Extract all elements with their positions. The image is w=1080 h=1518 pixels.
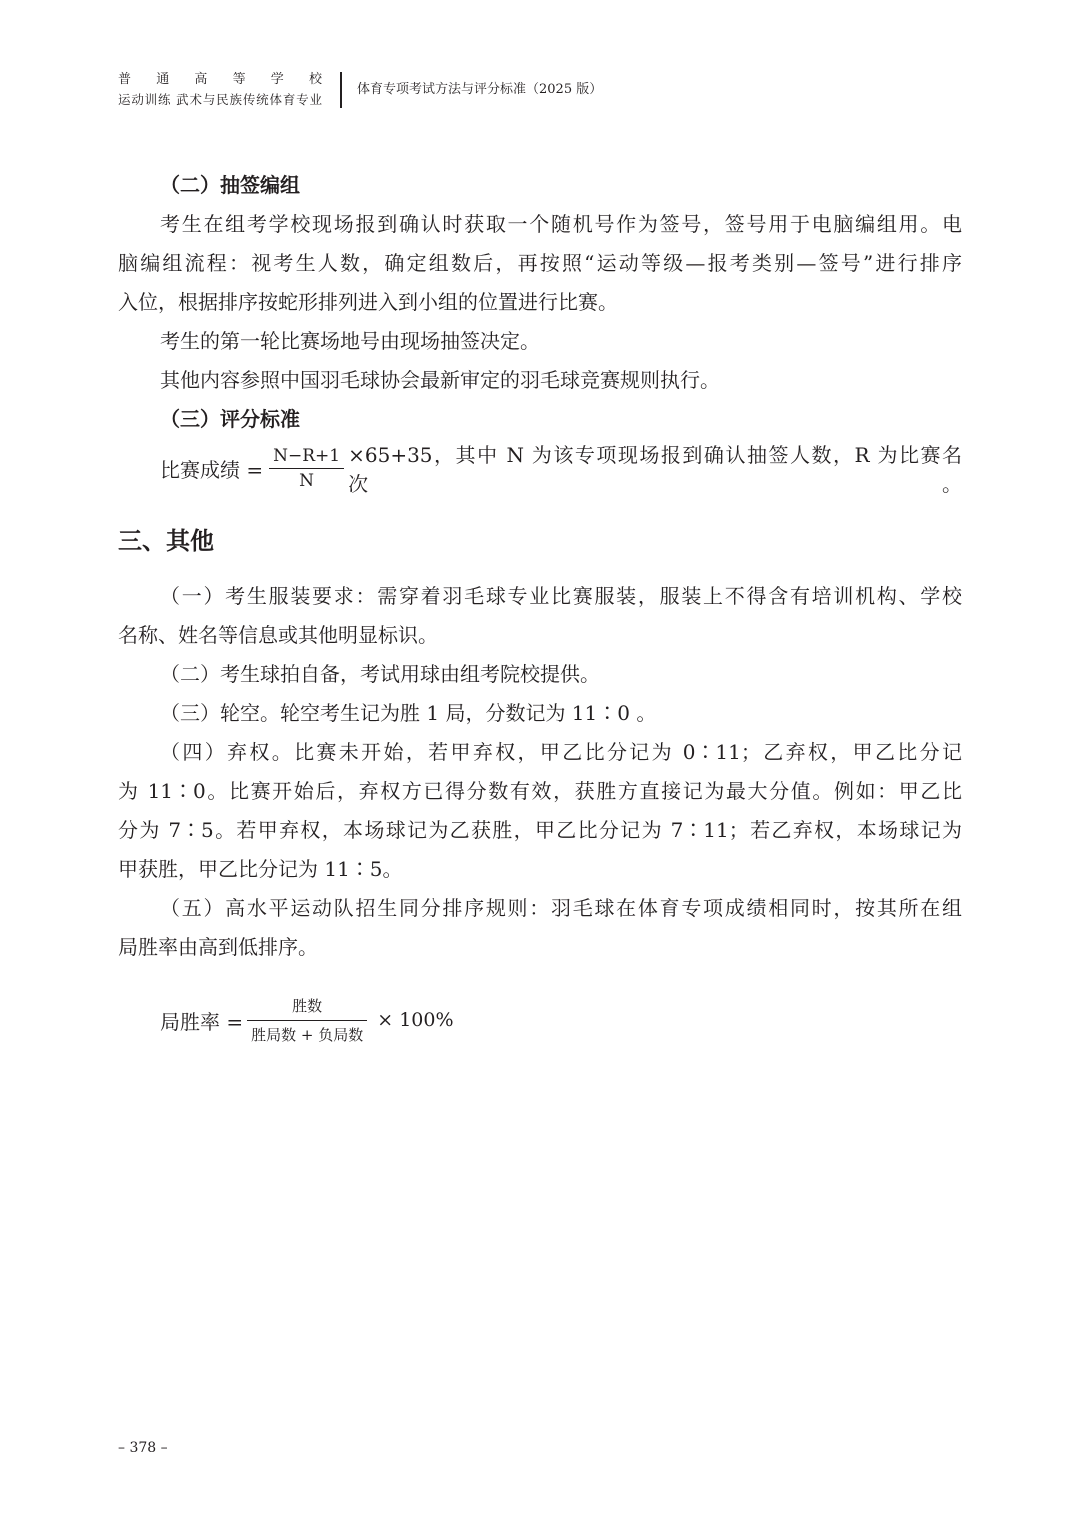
win-rate-numerator: 胜数 [292, 996, 323, 1015]
item-tiebreak-line: （五）高水平运动队招生同分排序规则：羽毛球在体育专项成绩相同时，按其所在组 [160, 896, 962, 920]
win-rate-formula [160, 990, 454, 1050]
paragraph-line: 脑编组流程：视考生人数，确定组数后，再按照“运动等级—报考类别—签号”进行排序 [118, 251, 962, 275]
header-divider [340, 72, 342, 108]
rules-note: 其他内容参照中国羽毛球协会最新审定的羽毛球竞赛规则执行。 [160, 368, 720, 392]
scoring-heading: （三）评分标准 [160, 407, 300, 431]
score-formula-rhs: ×65+35，其中 N 为该专项现场报到确认抽签人数，R 为比赛名次。 [348, 443, 962, 496]
win-rate-fraction [247, 992, 367, 1049]
win-rate-rhs: × 100% [377, 1009, 454, 1031]
header-major: 运动训练 武术与民族传统体育专业 [118, 92, 322, 107]
item-forfeit-line: （四）弃权。比赛未开始，若甲弃权，甲乙比分记为 0∶11；乙弃权，甲乙比分记 [160, 740, 962, 764]
item-attire-line: 名称、姓名等信息或其他明显标识。 [118, 623, 438, 647]
win-rate-lhs: 局胜率 = [160, 1009, 244, 1034]
score-fraction [269, 444, 344, 493]
item-forfeit-line: 甲获胜，甲乙比分记为 11∶5。 [118, 857, 403, 881]
page-number: – 378 – [118, 1440, 168, 1456]
header-book-title: 体育专项考试方法与评分标准（2025 版） [357, 82, 603, 97]
win-rate-denominator: 胜局数 + 负局数 [251, 1025, 364, 1044]
score-fraction-denominator: N [299, 470, 315, 491]
score-formula-lhs: 比赛成绩 = [160, 457, 264, 482]
score-fraction-numerator: N−R+1 [273, 445, 341, 466]
item-forfeit-line: 为 11∶0。比赛开始后，弃权方已得分数有效，获胜方直接记为最大分值。例如：甲乙比 [118, 779, 962, 803]
score-formula [118, 439, 962, 497]
item-attire-line: （一）考生服装要求：需穿着羽毛球专业比赛服装，服装上不得含有培训机构、学校 [160, 584, 962, 608]
others-heading: 三、其他 [118, 527, 214, 555]
paragraph-line: 入位，根据排序按蛇形排列进入到小组的位置进行比赛。 [118, 290, 618, 314]
paragraph-line: 考生在组考学校现场报到确认时获取一个随机号作为签号，签号用于电脑编组用。电 [160, 212, 962, 236]
others-section [118, 577, 962, 967]
running-header-left [118, 70, 322, 110]
draw-and-scoring-section [118, 166, 962, 497]
venue-note: 考生的第一轮比赛场地号由现场抽签决定。 [160, 329, 540, 353]
draw-grouping-heading: （二）抽签编组 [160, 173, 300, 197]
item-bye-line: （三）轮空。轮空考生记为胜 1 局，分数记为 11∶0 。 [160, 701, 657, 725]
item-forfeit-line: 分为 7∶5。若甲弃权，本场球记为乙获胜，甲乙比分记为 7∶11；若乙弃权，本场球记为 [118, 818, 962, 842]
item-tiebreak-line: 局胜率由高到低排序。 [118, 935, 318, 959]
header-school-type: 普 通 高 等 学 校 [118, 72, 322, 87]
item-racket-line: （二）考生球拍自备，考试用球由组考院校提供。 [160, 662, 600, 686]
